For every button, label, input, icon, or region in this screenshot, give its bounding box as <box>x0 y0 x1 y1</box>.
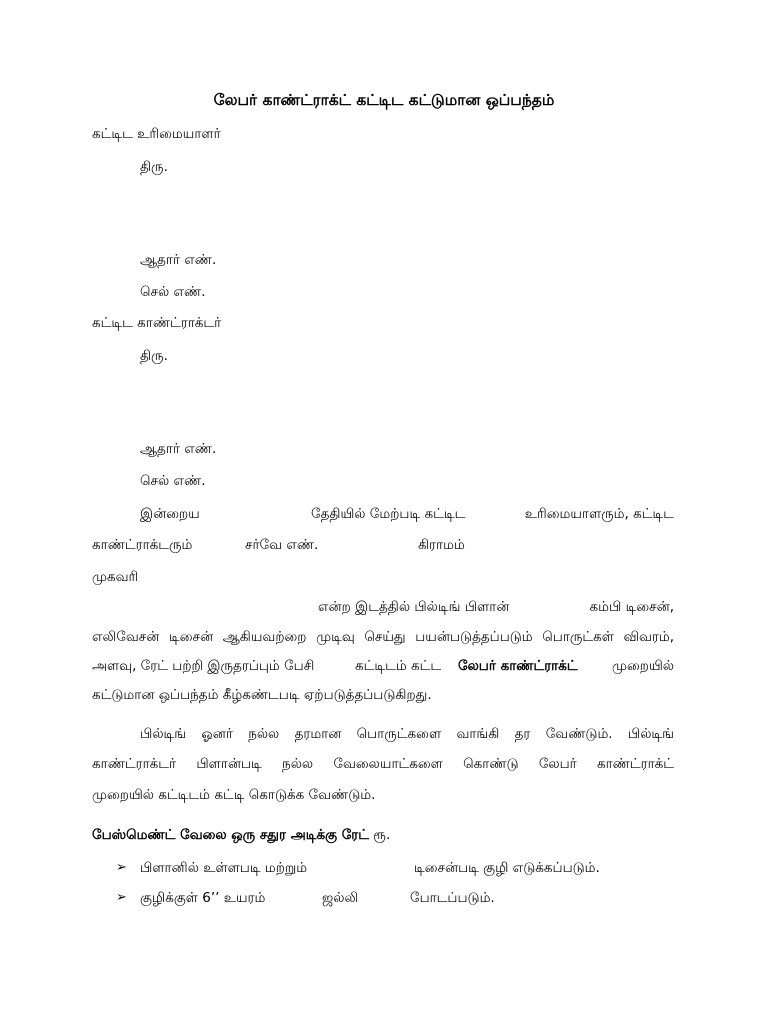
arrow-bullet-icon: ➢ <box>116 860 127 875</box>
document-title: லேபர் காண்ட்ராக்ட் கட்டிட கட்டுமான ஒப்பந்தம் <box>213 91 555 109</box>
bullet-2-a: குழிக்குள் 6’’ உயரம் <box>140 890 266 906</box>
para2-line3: முறையில் கட்டிடம் கட்டி கொடுக்க வேண்டும். <box>92 787 376 803</box>
arrow-bullet-icon: ➢ <box>116 890 127 905</box>
owner-heading: கட்டிட உரிமையாளர் <box>92 126 221 142</box>
basement-heading <box>92 826 390 844</box>
bullet-2-b: ஜல்லி <box>322 890 359 906</box>
owner-cell-label: செல் எண். <box>140 284 206 300</box>
intro-line2-a: காண்ட்ராக்டரும் <box>92 537 193 553</box>
para2-line1: பில்டிங் ஓனர் நல்ல தரமான பொருட்களை வாங்கி தர வேண்டும். பில்டிங் <box>140 726 674 742</box>
intro-line7: கட்டுமான ஒப்பந்தம் கீழ்கண்டபடி ஏற்படுத்தப்படுகிறது. <box>92 687 432 703</box>
contractor-aadhaar-label: ஆதார் எண். <box>140 441 217 457</box>
intro-line6-a: அளவு, ரேட் பற்றி இருதரப்பும் பேசி <box>92 658 315 674</box>
bullet-1-a: பிளானில் உள்ளபடி மற்றும் <box>140 860 308 876</box>
owner-name-label: திரு. <box>140 159 168 175</box>
intro-line5: எலிவேசன் டிசைன் ஆகியவற்றை முடிவு செய்து பயன்படுத்தப்படும் பொருட்கள் விவரம், <box>92 629 674 645</box>
intro-line1-a: இன்றைய <box>140 506 200 522</box>
intro-line4-b: கம்பி டிசைன், <box>589 599 674 615</box>
intro-line2-c: கிராமம் <box>418 537 465 553</box>
bullet-1-b: டிசைன்படி குழி எடுக்கப்படும். <box>414 860 600 876</box>
intro-line2-b: சர்வே எண். <box>245 537 319 553</box>
contractor-name-label: திரு. <box>140 348 168 364</box>
intro-line6-bold: லேபர் காண்ட்ராக்ட் <box>458 658 578 674</box>
bullet-2-c: போடப்படும். <box>410 890 495 906</box>
contractor-cell-label: செல் எண். <box>140 473 206 489</box>
intro-line6-b: கட்டிடம் கட்ட <box>355 658 442 674</box>
intro-line4-a: என்ற இடத்தில் பில்டிங் பிளான் <box>318 599 510 615</box>
intro-line6-c: முறையில் <box>611 658 674 674</box>
basement-heading-tail: ரூ. <box>373 827 391 843</box>
intro-line1-b: தேதியில் மேற்படி கட்டிட <box>311 506 466 522</box>
intro-line3: முகவரி <box>92 569 139 585</box>
para2-line2: காண்ட்ராக்டர் பிளான்படி நல்ல வேலையாட்களை கொண்டு லேபர் காண்ட்ராக்ட் <box>92 756 674 772</box>
intro-line1-c: உரிமையாளரும், கட்டிட <box>524 506 674 522</box>
basement-heading-bold: பேஸ்மெண்ட் வேலை ஒரு சதுர அடிக்கு ரேட் <box>92 827 369 843</box>
owner-aadhaar-label: ஆதார் எண். <box>140 252 217 268</box>
contractor-heading: கட்டிட காண்ட்ராக்டர் <box>92 315 222 331</box>
